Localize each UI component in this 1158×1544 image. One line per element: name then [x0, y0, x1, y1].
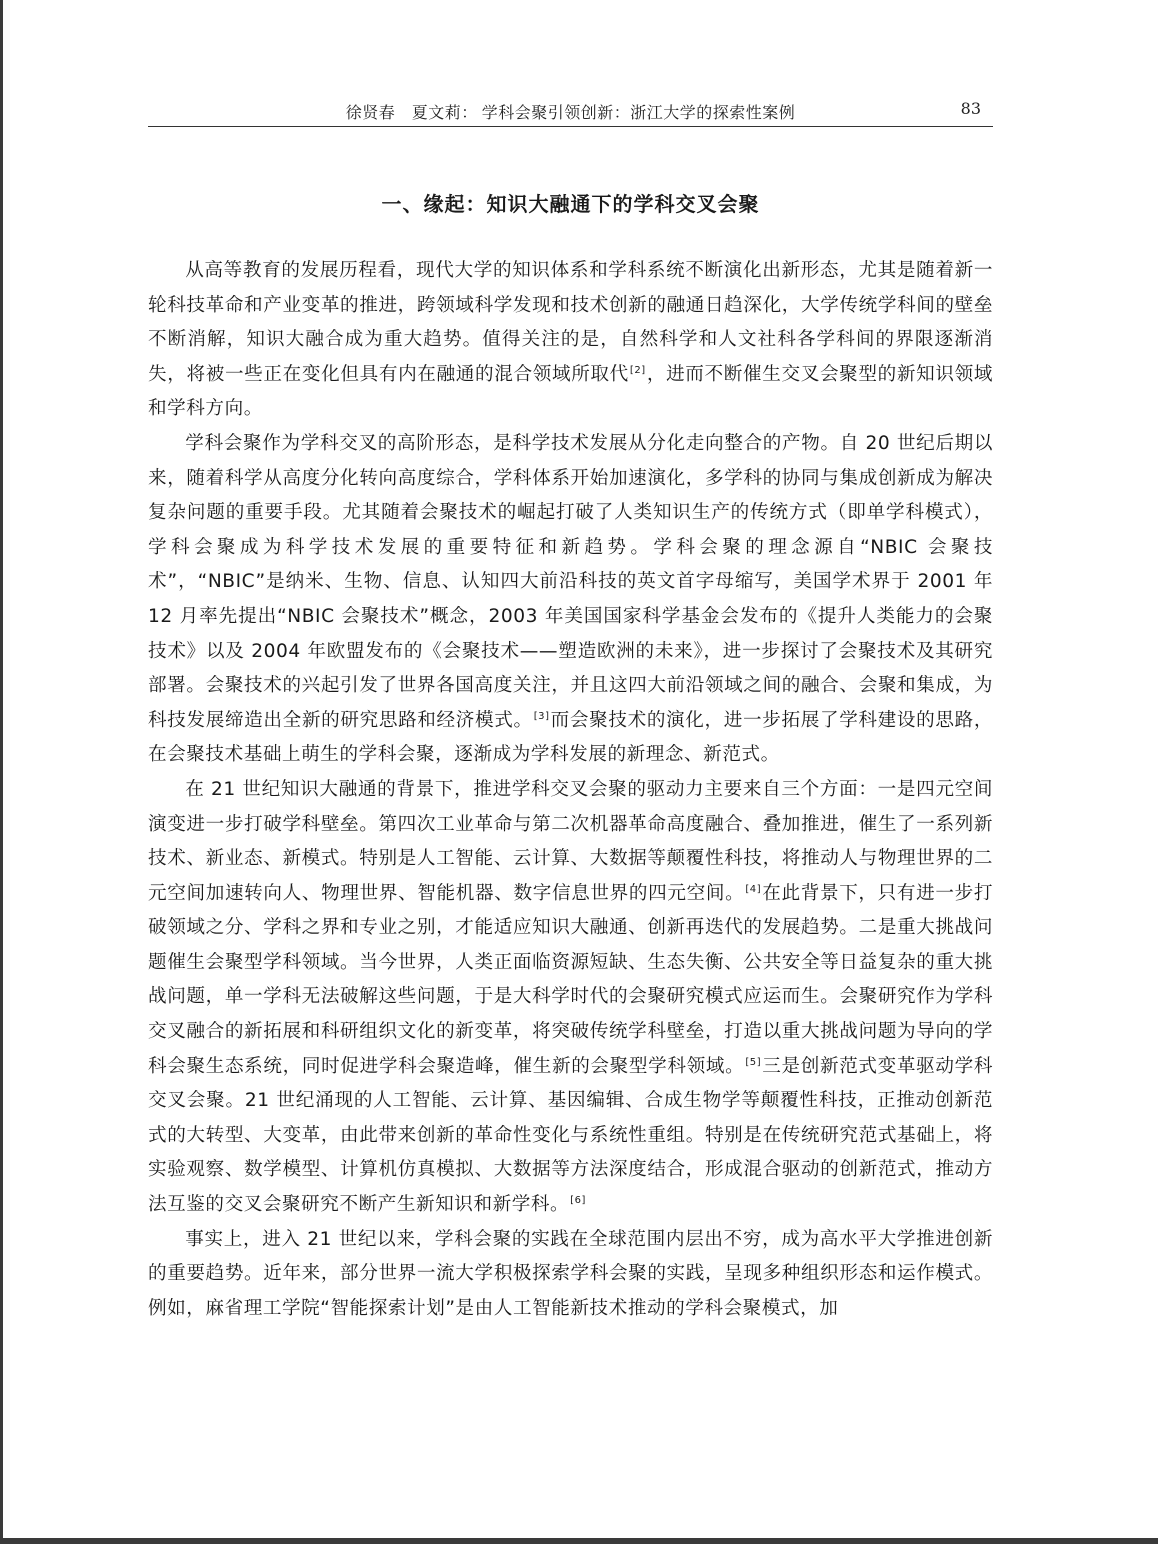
citation: [2] — [629, 364, 646, 376]
page-number: 83 — [960, 99, 981, 118]
paragraph-text: 事实上，进入 21 世纪以来，学科会聚的实践在全球范围内层出不穷，成为高水平大学推进创新的重要趋势。近年来，部分世界一流大学积极探索学科会聚的实践，呈现多种组织形态和运作模式。例如，麻省理工学院“智能探索计划”是由人工智能新技术推动的学科会聚模式，加 — [148, 1228, 993, 1319]
section-title: 一、缘起：知识大融通下的学科交叉会聚 — [381, 192, 760, 216]
paragraph-text: 而会聚技术的演化，进一步拓展了学科建设的思路，在会聚技术基础上萌生的学科会聚，逐渐成为学科发展的新理念、新范式。 — [148, 709, 993, 766]
paragraph-4 — [148, 1223, 993, 1327]
running-head-text — [148, 100, 993, 123]
paragraph-2 — [148, 427, 993, 773]
paragraph-text: 在 21 世纪知识大融通的背景下，推进学科交叉会聚的驱动力主要来自三个方面：一是四元空间演变进一步打破学科壁垒。第四次工业革命与第二次机器革命高度融合、叠加推进，催生了一系列新技术、新业态、新模式。特别是人工智能、云计算、大数据等颠覆性科技，将推动人与物理世界的二元空间加速转向人、物理世界、智能机器、数字信息世界的四元空间。 — [148, 778, 993, 904]
paragraph-text: 从高等教育的发展历程看，现代大学的知识体系和学科系统不断演化出新形态，尤其是随着新一轮科技革命和产业变革的推进，跨领域科学发现和技术创新的融通日趋深化，大学传统学科间的壁垒不断消解，知识大融合成为重大趋势。值得关注的是，自然科学和人文社科各学科间的界限逐渐消失，将被一些正在变化但具有内在融通的混合领域所取代 — [148, 260, 993, 385]
paragraph-1 — [148, 254, 993, 427]
header-authors: 徐贤春 夏文莉： — [345, 103, 478, 122]
citation: [3] — [533, 710, 550, 722]
running-header — [148, 96, 993, 127]
paragraph-text: 在此背景下，只有进一步打破领域之分、学科之界和专业之别，才能适应知识大融通、创新再迭代的发展趋势。二是重大挑战问题催生会聚型学科领域。当今世界，人类正面临资源短缺、生态失衡、公共安全等日益复杂的重大挑战问题，单一学科无法破解这些问题，于是大科学时代的会聚研究模式应运而生。会聚研究作为学科交叉融合的新拓展和科研组织文化的新变革，将突破传统学科壁垒，打造以重大挑战问题为导向的学科会聚生态系统，同时促进学科会聚造峰，催生新的会聚型学科领域。 — [148, 882, 993, 1077]
page-frame-bottom — [0, 1538, 1158, 1544]
paragraph-text: 学科会聚作为学科交叉的高阶形态，是科学技术发展从分化走向整合的产物。自 20 世纪后期以来，随着科学从高度分化转向高度综合，学科体系开始加速演化，多学科的协同与集成创新成为解决复杂问题的重要手段。尤其随着会聚技术的崛起打破了人类知识生产的传统方式（即单学科模式），学科会聚成为科学技术发展的重要特征和新趋势。学科会聚的理念源自“NBIC 会聚技术”，“NBIC”是纳米、生物、信息、认知四大前沿科技的英文首字母缩写，美国学术界于 2001 年 12 月率先提出“NBIC 会聚技术”概念，2003 年美国国家科学基金会发布的《提升人类能力的会聚技术》以及 2004 年欧盟发布的《会聚技术——塑造欧洲的未来》，进一步探讨了会聚技术及其研究部署。会聚技术的兴起引发了世界各国高度关注，并且这四大前沿领域之间的融合、会聚和集成，为科技发展缔造出全新的研究思路和经济模式。 — [148, 432, 993, 731]
page-frame-left — [0, 0, 3, 1544]
paragraph-text: 三是创新范式变革驱动学科交叉会聚。21 世纪涌现的人工智能、云计算、基因编辑、合成生物学等颠覆性科技，正推动创新范式的大转型、大变革，由此带来创新的革命性变化与系统性重组。特别是在传统研究范式基础上，将实验观察、数学模型、计算机仿真模拟、大数据等方法深度结合，形成混合驱动的创新范式，推动方法互鉴的交叉会聚研究不断产生新知识和新学科。 — [148, 1055, 993, 1216]
paragraph-3 — [148, 773, 993, 1223]
citation: [4] — [745, 883, 762, 895]
citation: [6] — [570, 1195, 586, 1207]
citation: [5] — [745, 1056, 762, 1068]
header-title: 学科会聚引领创新：浙江大学的探索性案例 — [481, 103, 796, 122]
paragraph-text: ，进而不断催生交叉会聚型的新知识领域和学科方向。 — [148, 363, 993, 420]
body-text — [148, 254, 993, 1326]
